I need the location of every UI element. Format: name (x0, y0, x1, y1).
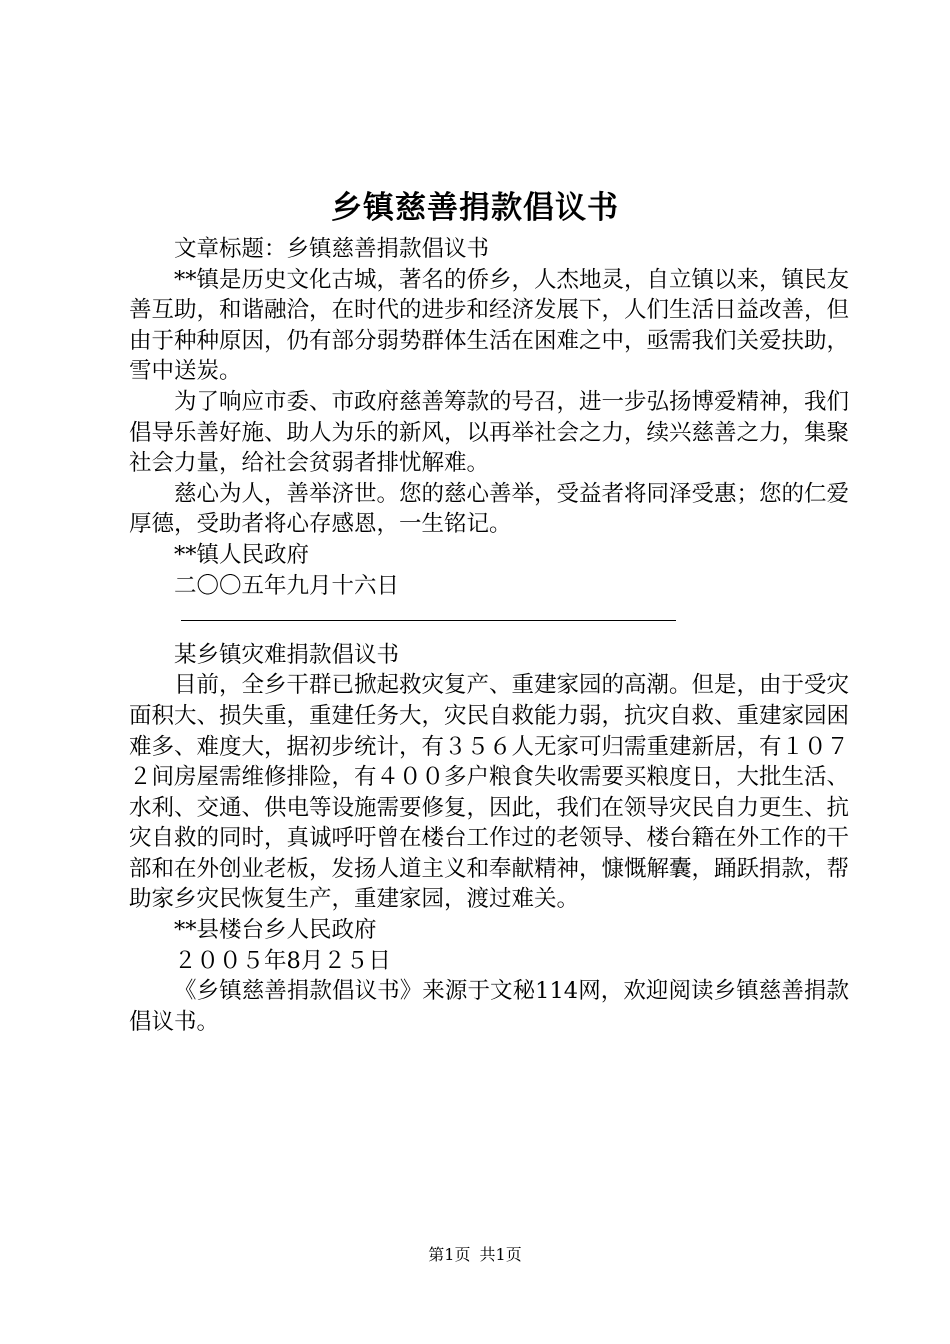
paragraph-appeal: 为了响应市委、市政府慈善筹款的号召，进一步弘扬博爱精神，我们倡导乐善好施、助人为乐的新风，以再举社会之力，续兴慈善之力，集聚社会力量，给社会贫弱者排忧解难。 (129, 388, 850, 477)
paragraph-closing: 慈心为人，善举济世。您的慈心善举，受益者将同泽受惠；您的仁爱厚德，受助者将心存感恩，一生铭记。 (129, 480, 850, 538)
paragraph-intro: **镇是历史文化古城，著名的侨乡，人杰地灵，自立镇以来，镇民友善互助，和谐融洽，在时代的进步和经济发展下，人们生活日益改善，但由于种种原因，仍有部分弱势群体生活在困难之中，亟需我们关爱扶助，雪中送炭。 (129, 266, 850, 385)
source-note: 《乡镇慈善捐款倡议书》来源于文秘114网，欢迎阅读乡镇慈善捐款倡议书。 (129, 978, 849, 1035)
signature-government: **镇人民政府 (174, 541, 310, 568)
paragraph-disaster: 目前，全乡干群已掀起救灾复产、重建家园的高潮。但是，由于受灾面积大、损失重，重建任务大，灾民自救能力弱，抗灾自救、重建家园困难多、难度大，据初步统计，有３５６人无家可归需重建新居，有１０７２间房屋需维修排险，有４００多户粮食失收需要买粮度日，大批生活、水利、交通、供电等设施需要修复，因此，我们在领导灾民自力更生、抗灾自救的同时，真诚呼吁曾在楼台工作过的老领导、楼台籍在外工作的干部和在外创业老板，发扬人道主义和奉献精神，慷慨解囊，踊跃捐款，帮助家乡灾民恢复生产，重建家园，渡过难关。 (129, 672, 850, 913)
document-title: 乡镇慈善捐款倡议书 (331, 190, 619, 226)
section-spacer (129, 632, 849, 640)
page-number: 第1页 (428, 1245, 471, 1264)
page-total: 共1页 (479, 1245, 522, 1264)
article-title-line: 文章标题：乡镇慈善捐款倡议书 (174, 236, 490, 262)
section-divider (181, 601, 676, 632)
signature-county-government: **县楼台乡人民政府 (174, 917, 377, 944)
signature-date-2: ２００５年8月２５日 (174, 947, 391, 974)
second-section-title: 某乡镇灾难捐款倡议书 (174, 641, 400, 668)
signature-date: 二〇〇五年九月十六日 (174, 572, 400, 599)
document-body (129, 234, 849, 1037)
page-footer (0, 1244, 950, 1266)
